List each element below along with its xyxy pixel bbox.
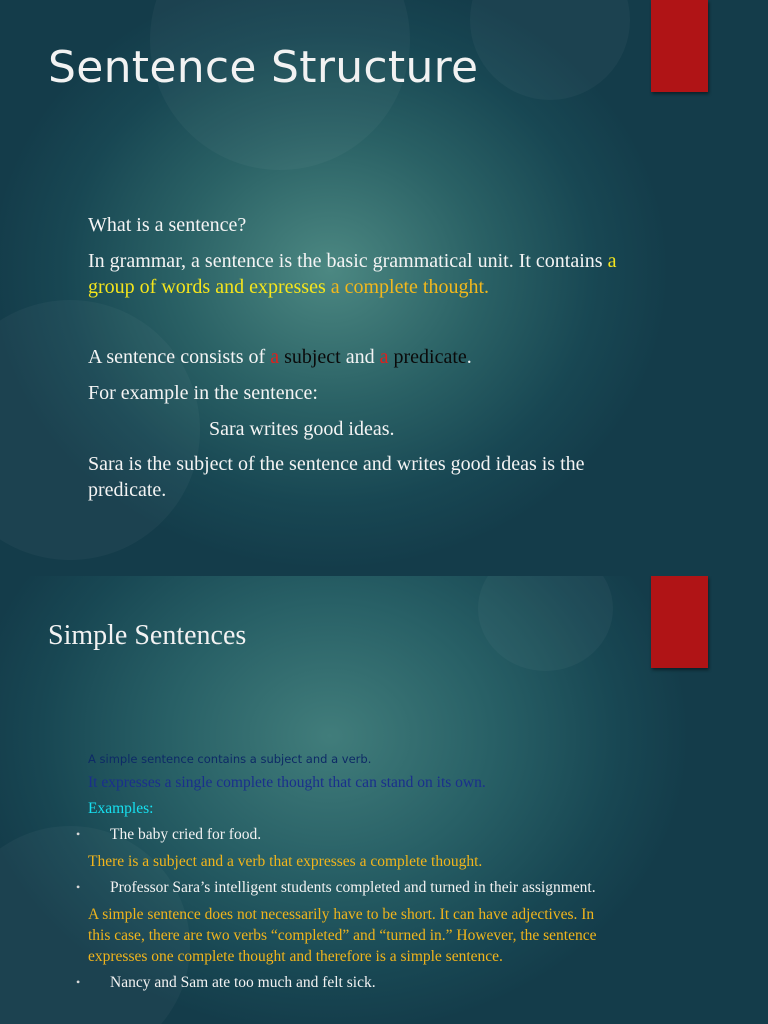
bullet-text: Professor Sara’s intelligent students completed and turned in their assignment. <box>110 879 596 896</box>
definition-highlight: a group of words and expresses <box>88 250 617 298</box>
slide-title: Sentence Structure <box>48 42 479 93</box>
article-a: a <box>270 346 280 368</box>
definition-highlight-end: a complete thought. <box>325 276 490 298</box>
example-bullet <box>76 972 608 993</box>
example-intro: For example in the sentence: <box>88 382 318 404</box>
period: . <box>466 346 472 368</box>
example-sentence: Sara writes good ideas. <box>209 418 395 440</box>
example-bullet <box>76 877 608 898</box>
intro-small-text: A simple sentence contains a subject and a verb. <box>88 752 372 766</box>
slide-body <box>88 212 633 503</box>
slide-title: Simple Sentences <box>48 620 247 651</box>
bullet-dot-icon: • <box>76 880 81 894</box>
bullet-text: The baby cried for food. <box>110 826 262 843</box>
decorative-circle <box>478 576 613 671</box>
accent-tab <box>651 576 708 668</box>
slide-simple-sentences <box>0 576 768 1024</box>
intro-text: It expresses a single complete thought that can stand on its own. <box>88 774 486 791</box>
and-word: and <box>340 346 380 368</box>
example-note: A simple sentence does not necessarily have to be short. It can have adjectives. In this case, there are two verbs “completed” and “turned in.” However, the sentence expresses one complete thought and therefore is a simple sentence. <box>88 906 597 965</box>
subject-word: subject <box>279 346 341 368</box>
article-a: a <box>379 346 389 368</box>
bullet-dot-icon: • <box>76 975 81 989</box>
bullet-dot-icon: • <box>76 827 81 841</box>
consists-paragraph <box>88 344 633 370</box>
example-note: There is a subject and a verb that expresses a complete thought. <box>88 853 483 870</box>
definition-text: In grammar, a sentence is the basic grammatical unit. It contains <box>88 250 608 272</box>
accent-tab <box>651 0 708 92</box>
definition-paragraph <box>88 248 633 300</box>
consists-lead: A sentence consists of <box>88 346 271 368</box>
question-text: What is a sentence? <box>88 214 247 236</box>
example-bullet <box>76 824 608 845</box>
examples-label: Examples: <box>88 800 154 817</box>
bullet-text: Nancy and Sam ate too much and felt sick. <box>110 974 376 991</box>
explanation-text: Sara is the subject of the sentence and writes good ideas is the predicate. <box>88 453 585 501</box>
slide-body <box>76 750 608 993</box>
decorative-circle <box>470 0 630 100</box>
predicate-word: predicate <box>388 346 467 368</box>
